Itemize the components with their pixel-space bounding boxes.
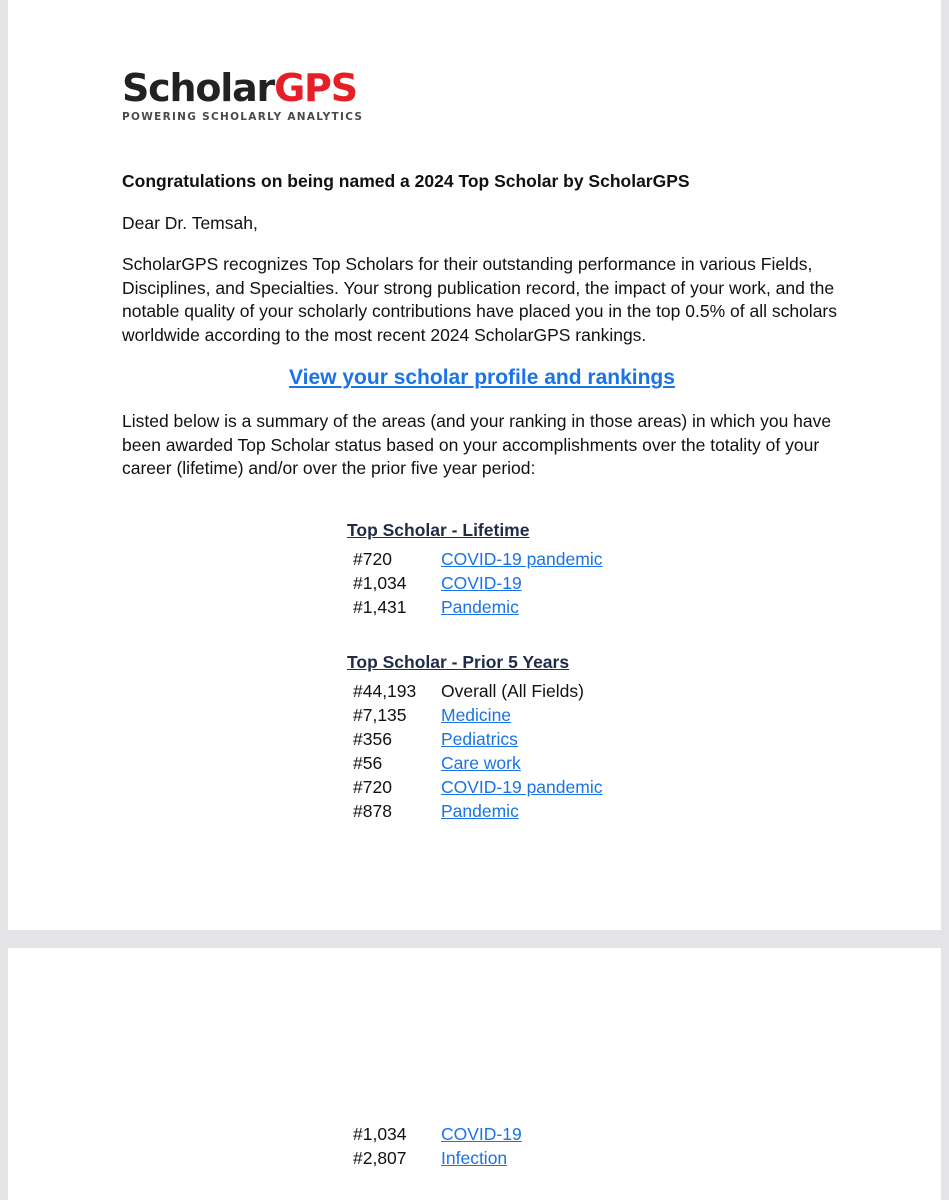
rank-number: #1,034 xyxy=(353,573,407,593)
intro-paragraph: ScholarGPS recognizes Top Scholars for their outstanding performance in various Fields, Disciplines, and Specialties. Your strong publication record, the impact of your work, and the notable quality of your scholarly contributions have placed you in the top 0.5% of all scholars worldwide according to the most recent 2024 ScholarGPS rankings. xyxy=(122,254,838,345)
logo-wordmark xyxy=(122,68,362,108)
prior-5-years-title: Top Scholar - Prior 5 Years xyxy=(347,652,570,672)
lifetime-title: Top Scholar - Lifetime xyxy=(347,520,530,540)
ranking-row xyxy=(353,703,602,727)
rank-number: #56 xyxy=(353,753,383,773)
logo-word-main: Scholar xyxy=(122,66,275,110)
area-label: Overall (All Fields) xyxy=(441,681,584,701)
rank-number: #356 xyxy=(353,729,392,749)
logo-tagline: POWERING SCHOLARLY ANALYTICS xyxy=(122,111,364,123)
area-link[interactable]: Pediatrics xyxy=(441,729,518,749)
ranking-row xyxy=(353,571,602,595)
rank-number: #1,431 xyxy=(353,597,407,617)
prior-5-years-section xyxy=(347,650,602,823)
email-heading: Congratulations on being named a 2024 Top Scholar by ScholarGPS xyxy=(122,171,690,191)
rank-number: #720 xyxy=(353,549,392,569)
rank-number: #44,193 xyxy=(353,681,417,701)
salutation: Dear Dr. Temsah, xyxy=(122,212,258,233)
ranking-row xyxy=(353,727,602,751)
continued-list xyxy=(347,1122,522,1170)
scholargps-logo xyxy=(122,68,362,123)
rank-number: #2,807 xyxy=(353,1148,407,1168)
area-link[interactable]: Care work xyxy=(441,753,521,773)
view-profile-link[interactable]: View your scholar profile and rankings xyxy=(289,366,675,389)
summary-paragraph: Listed below is a summary of the areas (and your ranking in those areas) in which you have been awarded Top Scholar status based on your accomplishments over the totality of your career (lifetime) and/or over the prior five year period: xyxy=(122,411,832,478)
area-link[interactable]: Medicine xyxy=(441,705,512,725)
rank-number: #878 xyxy=(353,801,392,821)
area-link[interactable]: Pandemic xyxy=(441,597,519,617)
ranking-row xyxy=(353,679,602,703)
rank-number: #720 xyxy=(353,777,392,797)
area-link[interactable]: COVID-19 xyxy=(441,1124,522,1144)
rank-number: #7,135 xyxy=(353,705,407,725)
ranking-row xyxy=(353,595,602,619)
lifetime-section xyxy=(347,518,602,619)
ranking-row xyxy=(353,775,602,799)
area-link[interactable]: Infection xyxy=(441,1148,508,1168)
email-page-2 xyxy=(8,948,941,1200)
cta-container xyxy=(122,366,842,394)
prior-5-years-list xyxy=(347,679,602,823)
lifetime-list xyxy=(347,547,602,619)
ranking-row xyxy=(353,547,602,571)
area-link[interactable]: COVID-19 xyxy=(441,573,522,593)
area-link[interactable]: COVID-19 pandemic xyxy=(441,549,603,569)
rank-number: #1,034 xyxy=(353,1124,407,1144)
ranking-row xyxy=(353,1146,522,1170)
ranking-row xyxy=(353,751,602,775)
email-body xyxy=(122,170,842,481)
ranking-row xyxy=(353,799,602,823)
ranking-row xyxy=(353,1122,522,1146)
logo-word-accent: GPS xyxy=(274,66,357,110)
area-link[interactable]: Pandemic xyxy=(441,801,519,821)
email-page-1 xyxy=(8,0,941,930)
continued-section xyxy=(347,1122,522,1170)
area-link[interactable]: COVID-19 pandemic xyxy=(441,777,603,797)
